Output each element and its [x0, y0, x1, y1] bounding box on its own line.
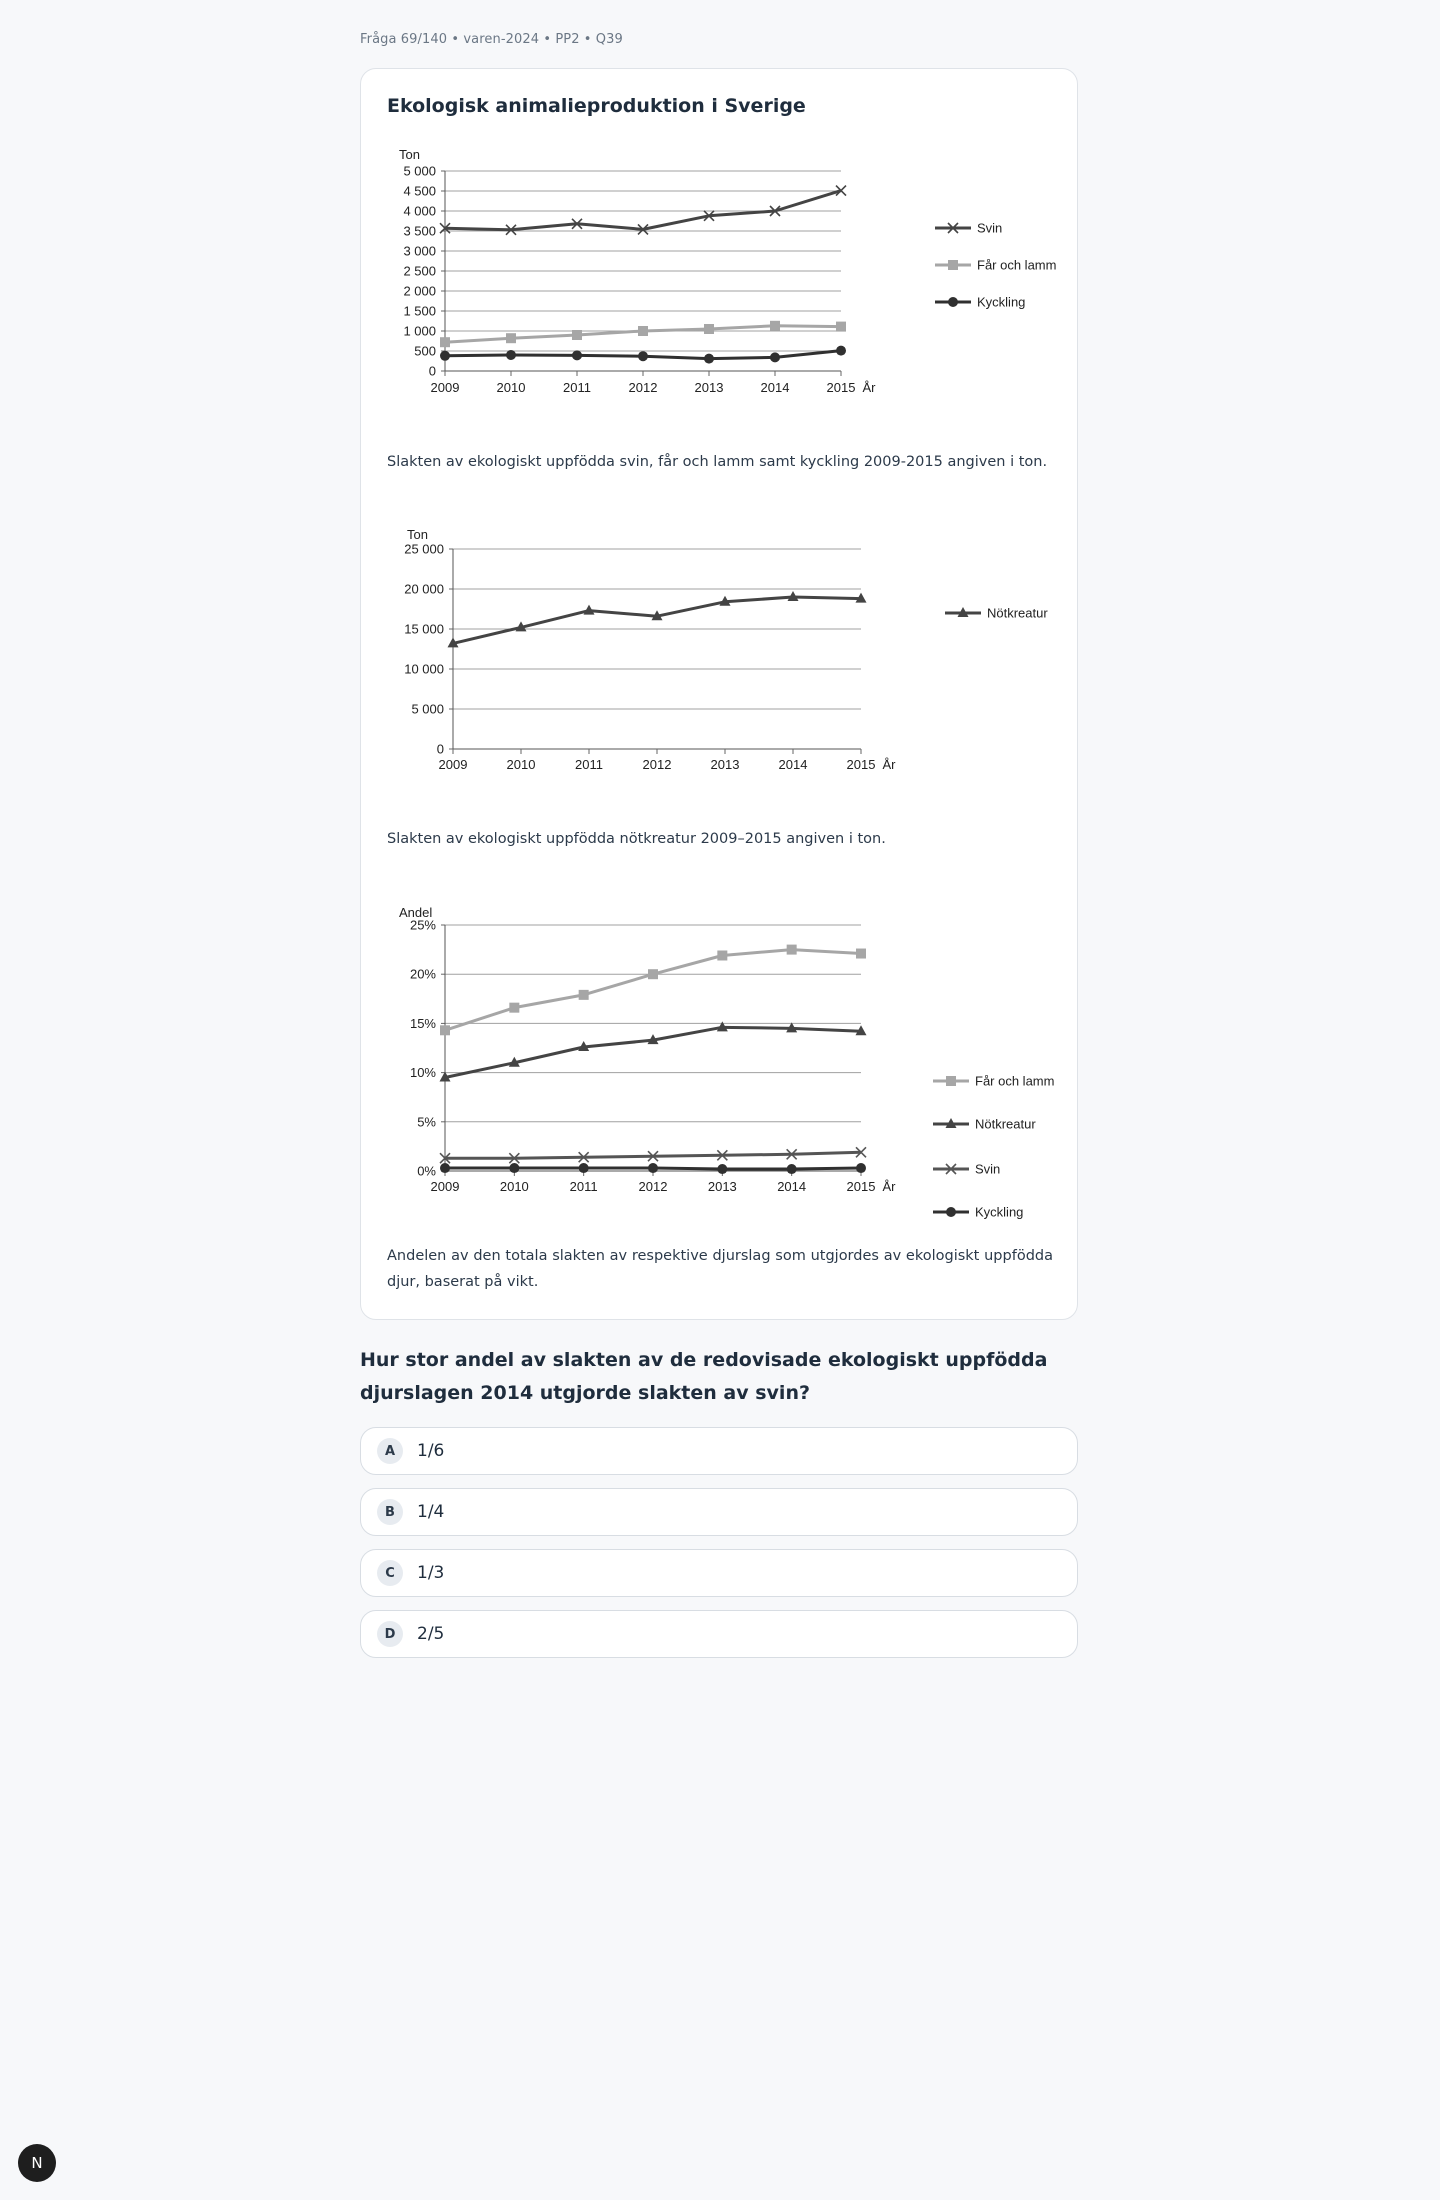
y-tick-label: 25%: [409, 917, 436, 933]
x-tick-label: 2015: [846, 1179, 876, 1194]
data-point: [787, 945, 797, 955]
card-title: Ekologisk animalieproduktion i Sverige: [387, 95, 806, 117]
x-tick-label: 2009: [438, 757, 468, 772]
y-tick-label: 5 000: [403, 163, 436, 179]
legend-marker: [948, 297, 958, 307]
y-axis-label: Ton: [407, 527, 428, 542]
legend-marker: [948, 260, 958, 270]
y-tick-label: 3 500: [403, 223, 436, 239]
x-tick-label: 2014: [778, 757, 808, 772]
y-tick-label: 15 000: [404, 621, 444, 637]
data-point: [770, 321, 780, 331]
data-point: [509, 1003, 519, 1013]
legend-label: Kyckling: [977, 294, 1026, 310]
legend-label: Svin: [975, 1161, 1001, 1177]
y-tick-label: 4 500: [403, 183, 436, 199]
y-tick-label: 5%: [417, 1114, 436, 1130]
data-point: [856, 949, 866, 959]
option-text: 1/6: [417, 1441, 445, 1461]
data-point: [836, 322, 846, 332]
option-d[interactable]: [360, 1610, 1078, 1658]
y-tick-label: 0%: [417, 1163, 436, 1179]
y-tick-label: 2 000: [403, 283, 436, 299]
series-line: [445, 950, 861, 1031]
data-point: [440, 337, 450, 347]
y-tick-label: 0: [436, 741, 444, 757]
x-tick-label: 2010: [496, 380, 526, 395]
series-line: [445, 191, 841, 230]
legend-item: [935, 295, 1025, 310]
series-kyckling: [440, 1163, 866, 1174]
x-tick-label: 2012: [638, 1179, 668, 1194]
x-tick-label: 2011: [575, 757, 603, 772]
data-point: [856, 1163, 866, 1173]
y-tick-label: 1 000: [403, 323, 436, 339]
legend-item: [933, 1205, 1023, 1220]
series-svin: [440, 1147, 866, 1163]
legend-label: Nötkreatur: [975, 1116, 1036, 1132]
legend-item: [933, 1074, 1054, 1089]
y-tick-label: 15%: [409, 1015, 436, 1031]
data-point: [509, 1163, 519, 1173]
legend-marker: [946, 1207, 956, 1217]
x-tick-label: 2014: [760, 380, 790, 395]
option-text: 1/3: [417, 1563, 445, 1583]
series-får-och-lamm: [440, 945, 866, 1036]
option-text: 1/4: [417, 1502, 445, 1522]
chart-svin-far-kyckling: [387, 135, 1067, 425]
y-tick-label: 10%: [409, 1065, 436, 1081]
y-tick-label: 20%: [409, 966, 436, 982]
x-axis-label: År: [882, 757, 896, 772]
option-a[interactable]: [360, 1427, 1078, 1475]
data-point: [579, 1163, 589, 1173]
data-point: [572, 330, 582, 340]
x-tick-label: 2012: [642, 757, 672, 772]
option-letter: A: [377, 1438, 403, 1464]
question-meta: Fråga 69/140 • varen-2024 • PP2 • Q39: [360, 32, 623, 47]
y-tick-label: 20 000: [404, 581, 444, 597]
caption-chart-2: Slakten av ekologiskt uppfödda nötkreatur 2009–2015 angiven i ton.: [387, 831, 886, 847]
y-tick-label: 500: [414, 343, 436, 359]
y-tick-label: 3 000: [403, 243, 436, 259]
chart-notkreatur: [387, 521, 1067, 811]
y-tick-label: 5 000: [411, 701, 444, 717]
x-axis-label: År: [862, 380, 876, 395]
caption-chart-3: Andelen av den totala slakten av respektive djurslag som utgjordes av ekologiskt uppfödda djur, baserat på vikt.: [387, 1248, 1053, 1290]
series-svin: [440, 186, 846, 235]
x-tick-label: 2012: [628, 380, 658, 395]
legend-item: [935, 221, 1002, 236]
x-axis-label: År: [882, 1179, 896, 1194]
data-point: [787, 1164, 797, 1174]
series-kyckling: [440, 346, 846, 364]
data-point: [704, 354, 714, 364]
legend-marker: [946, 1076, 956, 1086]
x-tick-label: 2009: [430, 1179, 460, 1194]
y-axis-label: Ton: [399, 147, 420, 162]
question-text: Hur stor andel av slakten av de redovisade ekologiskt uppfödda djurslagen 2014 utgjorde slakten av svin?: [360, 1349, 1048, 1404]
data-point: [572, 350, 582, 360]
data-point: [717, 951, 727, 961]
x-tick-label: 2015: [846, 757, 876, 772]
y-tick-label: 4 000: [403, 203, 436, 219]
legend-label: Svin: [977, 220, 1003, 236]
data-point: [648, 1163, 658, 1173]
option-letter: D: [377, 1621, 403, 1647]
series-nötkreatur: [448, 591, 867, 647]
series-line: [453, 597, 861, 643]
data-point: [506, 350, 516, 360]
data-point: [770, 352, 780, 362]
y-axis-label: Andel: [399, 905, 433, 920]
legend-label: Nötkreatur: [987, 605, 1048, 621]
legend-label: Får och lamm: [977, 257, 1057, 273]
chart-andel: [387, 899, 1067, 1239]
legend-item: [935, 258, 1056, 273]
x-tick-label: 2013: [707, 1179, 737, 1194]
x-tick-label: 2010: [499, 1179, 529, 1194]
legend-item: [933, 1162, 1000, 1177]
data-point: [579, 990, 589, 1000]
y-tick-label: 1 500: [403, 303, 436, 319]
x-tick-label: 2015: [826, 380, 856, 395]
option-b[interactable]: [360, 1488, 1078, 1536]
caption-chart-1: Slakten av ekologiskt uppfödda svin, får och lamm samt kyckling 2009-2015 angiven i ton.: [387, 454, 1048, 470]
x-tick-label: 2014: [777, 1179, 807, 1194]
legend-label: Kyckling: [975, 1204, 1024, 1220]
data-point: [506, 333, 516, 343]
data-point: [648, 969, 658, 979]
data-point: [638, 351, 648, 361]
y-tick-label: 2 500: [403, 263, 436, 279]
data-point: [717, 1164, 727, 1174]
series-får-och-lamm: [440, 321, 846, 347]
x-tick-label: 2010: [506, 757, 536, 772]
x-tick-label: 2009: [430, 380, 460, 395]
option-letter: B: [377, 1499, 403, 1525]
x-tick-label: 2013: [694, 380, 724, 395]
y-tick-label: 25 000: [404, 541, 444, 557]
y-tick-label: 0: [428, 363, 436, 379]
x-tick-label: 2013: [710, 757, 740, 772]
data-point: [440, 351, 450, 361]
option-c[interactable]: [360, 1549, 1078, 1597]
data-point: [440, 1025, 450, 1035]
app-logo[interactable]: N: [18, 2144, 56, 2182]
y-tick-label: 10 000: [404, 661, 444, 677]
chart-card: [360, 68, 1078, 1320]
option-letter: C: [377, 1560, 403, 1586]
x-tick-label: 2011: [563, 380, 591, 395]
data-point: [440, 1163, 450, 1173]
data-point: [638, 326, 648, 336]
data-point: [836, 346, 846, 356]
legend-item: [945, 606, 1048, 621]
data-point: [704, 324, 714, 334]
legend-label: Får och lamm: [975, 1073, 1055, 1089]
legend-item: [933, 1117, 1036, 1132]
x-tick-label: 2011: [569, 1179, 598, 1194]
option-text: 2/5: [417, 1624, 445, 1644]
